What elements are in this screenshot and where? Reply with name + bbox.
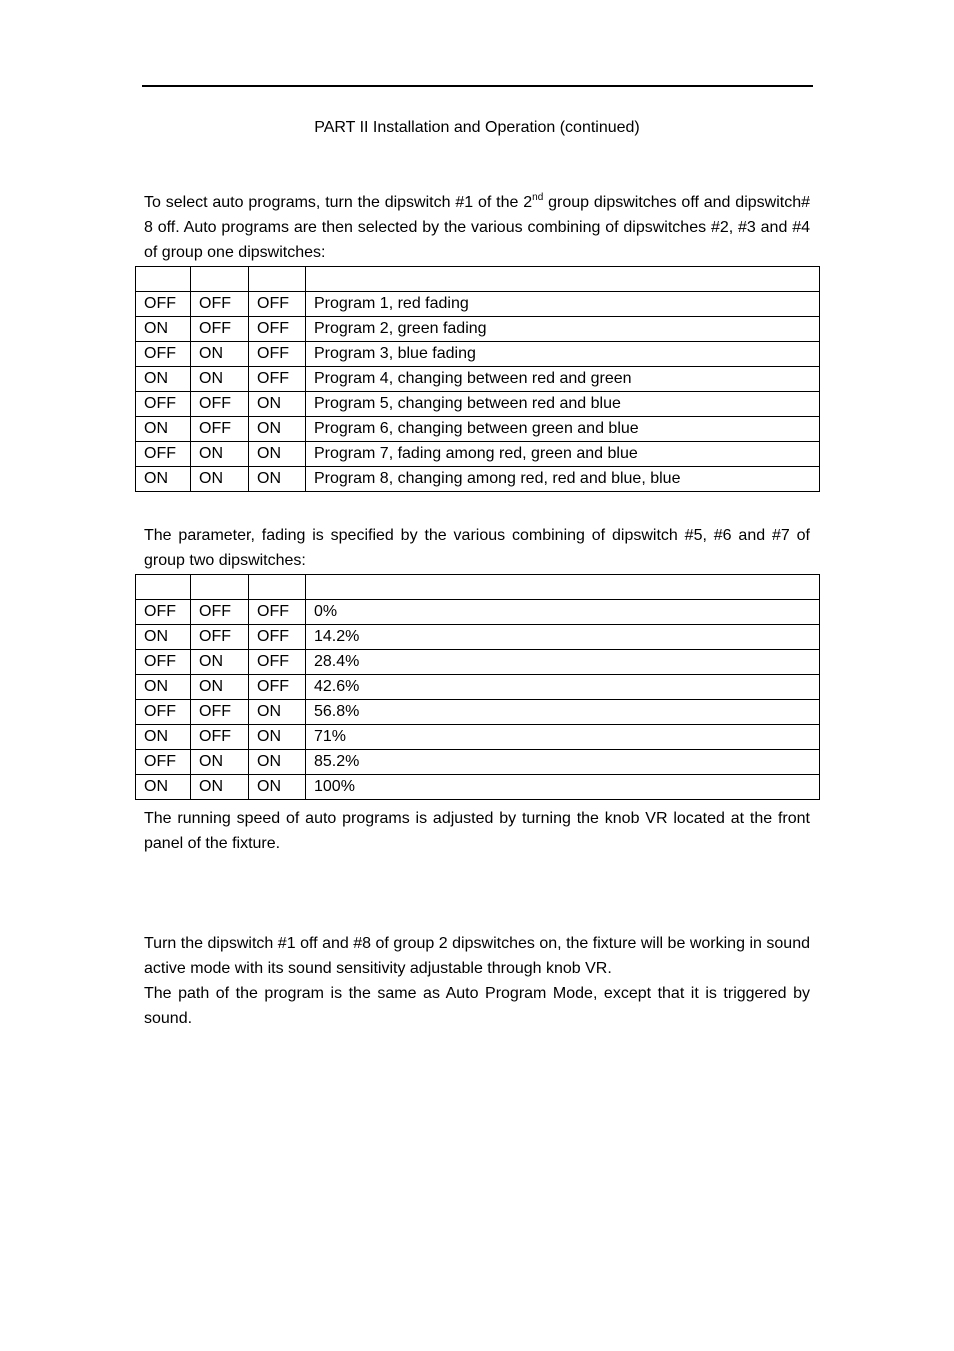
table-cell: ON (249, 467, 306, 492)
table-cell: ON (249, 417, 306, 442)
table-cell: OFF (191, 417, 249, 442)
table-cell: 14.2% (306, 625, 820, 650)
intro-text-2: group dipswitches off and dipswitch# 8 off. Auto programs are then selected by the various combining of dipswitches #2, #3 and #4 of group one dipswitches: (144, 194, 811, 261)
table-row (136, 442, 820, 467)
table-header-row (136, 267, 820, 292)
table-cell: ON (136, 367, 191, 392)
table-header-row (136, 575, 820, 600)
table-cell: ON (249, 725, 306, 750)
table-cell: ON (136, 625, 191, 650)
table-cell: ON (249, 700, 306, 725)
table-cell: Program 6, changing between green and blue (306, 417, 820, 442)
table-row (136, 675, 820, 700)
table-cell: OFF (136, 600, 191, 625)
table-cell: ON (249, 442, 306, 467)
table-cell: ON (191, 650, 249, 675)
table-row (136, 625, 820, 650)
table-cell: ON (136, 675, 191, 700)
table-cell: OFF (136, 700, 191, 725)
table-cell: Program 1, red fading (306, 292, 820, 317)
table-cell: OFF (136, 342, 191, 367)
table-cell: 100% (306, 775, 820, 800)
table-row (136, 750, 820, 775)
programs-table (135, 266, 820, 492)
table-cell: OFF (136, 392, 191, 417)
table-cell: OFF (191, 392, 249, 417)
fading-table (135, 574, 820, 800)
table-cell: Program 5, changing between red and blue (306, 392, 820, 417)
table-cell: ON (249, 750, 306, 775)
table-cell: OFF (249, 625, 306, 650)
table-cell: OFF (249, 342, 306, 367)
table-cell: ON (136, 775, 191, 800)
table-cell: 85.2% (306, 750, 820, 775)
table-cell: ON (191, 467, 249, 492)
table-cell: ON (249, 392, 306, 417)
table-cell: ON (136, 467, 191, 492)
table-row (136, 392, 820, 417)
table-cell: Program 7, fading among red, green and blue (306, 442, 820, 467)
table-cell: OFF (249, 367, 306, 392)
table-cell: ON (191, 675, 249, 700)
table-cell (136, 575, 191, 600)
table-cell: OFF (191, 317, 249, 342)
table-cell: 42.6% (306, 675, 820, 700)
table-cell: 56.8% (306, 700, 820, 725)
table-cell: OFF (249, 675, 306, 700)
table-cell: OFF (249, 650, 306, 675)
table-cell (191, 575, 249, 600)
table-cell: OFF (249, 317, 306, 342)
table-cell: OFF (136, 750, 191, 775)
table-cell: OFF (191, 292, 249, 317)
table-cell: Program 8, changing among red, red and blue, blue (306, 467, 820, 492)
table-cell: ON (191, 775, 249, 800)
header-rule (142, 85, 813, 87)
table-cell: Program 2, green fading (306, 317, 820, 342)
table-row (136, 650, 820, 675)
table-cell: OFF (191, 700, 249, 725)
table-cell: OFF (191, 600, 249, 625)
table-cell: OFF (136, 650, 191, 675)
table-row (136, 700, 820, 725)
table-row (136, 342, 820, 367)
table-row (136, 725, 820, 750)
table-cell (249, 575, 306, 600)
table-row (136, 600, 820, 625)
table-row (136, 775, 820, 800)
table-cell: OFF (136, 292, 191, 317)
table-cell: ON (191, 442, 249, 467)
speed-paragraph: The running speed of auto programs is adjusted by turning the knob VR located at the front panel of the fixture. (144, 810, 810, 852)
table-cell (249, 267, 306, 292)
page-header: PART II Installation and Operation (continued) (314, 119, 640, 136)
table-cell: 0% (306, 600, 820, 625)
table-cell (191, 267, 249, 292)
table-cell: Program 4, changing between red and green (306, 367, 820, 392)
table-cell: 28.4% (306, 650, 820, 675)
table-row (136, 467, 820, 492)
table-row (136, 367, 820, 392)
table-cell: OFF (191, 725, 249, 750)
table-cell (306, 575, 820, 600)
table-cell: ON (249, 775, 306, 800)
table-cell: OFF (249, 292, 306, 317)
fading-intro: The parameter, fading is specified by the various combining of dipswitch #5, #6 and #7 of group two dipswitches: (144, 527, 810, 569)
table-cell: ON (136, 417, 191, 442)
table-cell: ON (191, 367, 249, 392)
table-cell: Program 3, blue fading (306, 342, 820, 367)
program-path-paragraph: The path of the program is the same as Auto Program Mode, except that it is triggered by sound. (144, 985, 810, 1027)
intro-paragraph (144, 190, 810, 265)
table-cell: ON (191, 750, 249, 775)
table-cell: ON (191, 342, 249, 367)
table-row (136, 417, 820, 442)
intro-text-1: To select auto programs, turn the dipswitch #1 of the 2 (144, 194, 533, 211)
table-row (136, 292, 820, 317)
table-cell (306, 267, 820, 292)
table-cell: OFF (191, 625, 249, 650)
table-cell: OFF (136, 442, 191, 467)
table-cell: ON (136, 725, 191, 750)
table-cell: ON (136, 317, 191, 342)
table-cell: 71% (306, 725, 820, 750)
sound-mode-paragraph: Turn the dipswitch #1 off and #8 of group 2 dipswitches on, the fixture will be working in sound active mode with its sound sensitivity adjustable through knob VR. (144, 935, 810, 977)
intro-superscript: nd (532, 191, 544, 203)
table-cell: OFF (249, 600, 306, 625)
table-row (136, 317, 820, 342)
table-cell (136, 267, 191, 292)
